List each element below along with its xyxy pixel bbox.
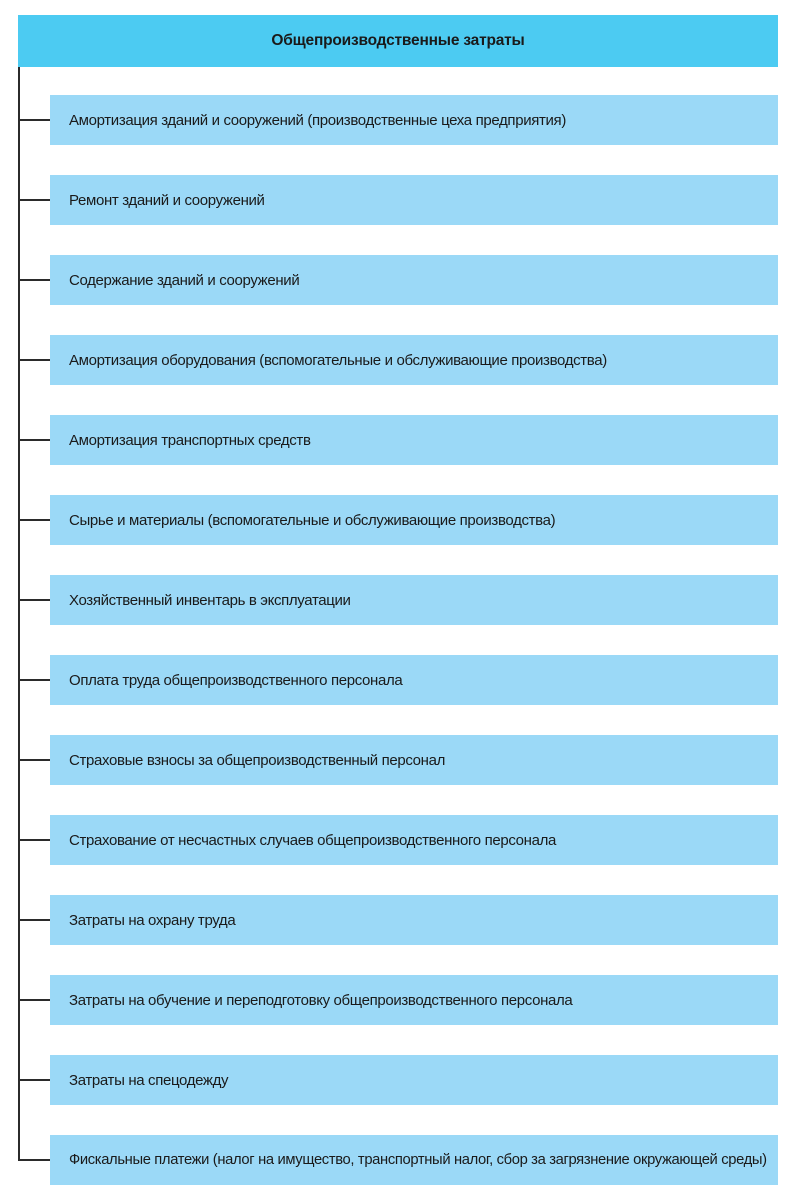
cost-item-box (50, 735, 778, 785)
diagram-header (18, 15, 778, 67)
connector-branch (18, 359, 50, 361)
cost-item-label: Ремонт зданий и сооружений (69, 191, 265, 209)
cost-item-box (50, 175, 778, 225)
cost-item-label: Амортизация транспортных средств (69, 431, 311, 449)
cost-item-label: Фискальные платежи (налог на имущество, транспортный налог, сбор за загрязнение окружающей среды) (69, 1152, 767, 1168)
connector-branch (18, 1159, 50, 1161)
connector-branch (18, 439, 50, 441)
diagram-title: Общепроизводственные затраты (271, 32, 525, 49)
connector-branch (18, 839, 50, 841)
connector-branch (18, 279, 50, 281)
cost-item-box (50, 815, 778, 865)
cost-item-box (50, 1055, 778, 1105)
connector-branch (18, 679, 50, 681)
cost-item-box (50, 95, 778, 145)
connector-branch (18, 519, 50, 521)
cost-item-label: Амортизация оборудования (вспомогательные и обслуживающие производства) (69, 351, 607, 369)
connector-branch (18, 1079, 50, 1081)
connector-branch (18, 599, 50, 601)
cost-item-box (50, 895, 778, 945)
cost-item-box (50, 975, 778, 1025)
cost-item-box (50, 1135, 778, 1185)
cost-item-box (50, 415, 778, 465)
cost-item-box (50, 655, 778, 705)
cost-item-label: Содержание зданий и сооружений (69, 271, 300, 289)
cost-item-label: Страхование от несчастных случаев общепроизводственного персонала (69, 831, 556, 849)
cost-item-label: Сырье и материалы (вспомогательные и обслуживающие производства) (69, 511, 556, 529)
cost-item-label: Затраты на обучение и переподготовку общепроизводственного персонала (69, 991, 573, 1009)
cost-item-box (50, 255, 778, 305)
connector-branch (18, 919, 50, 921)
cost-item-label: Страховые взносы за общепроизводственный персонал (69, 751, 445, 769)
connector-branch (18, 199, 50, 201)
cost-item-box (50, 495, 778, 545)
cost-item-box (50, 575, 778, 625)
connector-branch (18, 999, 50, 1001)
connector-branch (18, 759, 50, 761)
cost-item-label: Затраты на спецодежду (69, 1071, 229, 1089)
cost-item-label: Амортизация зданий и сооружений (производственные цеха предприятия) (69, 111, 566, 129)
connector-trunk (18, 67, 20, 1161)
cost-item-label: Затраты на охрану труда (69, 911, 236, 929)
cost-item-label: Оплата труда общепроизводственного персонала (69, 671, 403, 689)
cost-item-label: Хозяйственный инвентарь в эксплуатации (69, 591, 351, 609)
cost-item-box (50, 335, 778, 385)
connector-branch (18, 119, 50, 121)
